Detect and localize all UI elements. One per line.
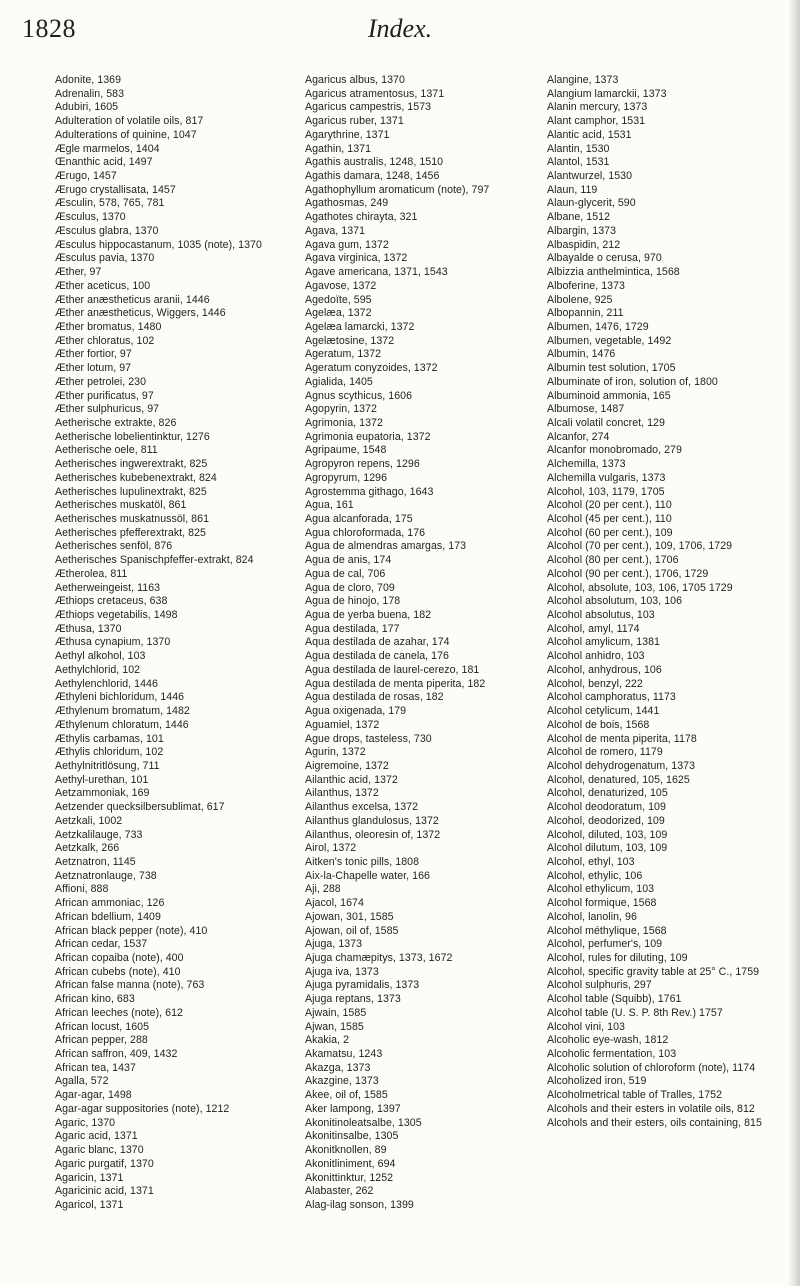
index-entry: Agua de cloro, 709 [305,581,395,594]
index-entry: Albumin, 1476 [547,348,616,361]
index-entry: Albolene, 925 [547,293,613,306]
index-entry: Agrostemma githago, 1643 [305,485,434,498]
index-entry: Alcohol, anhydrous, 106 [547,663,662,676]
index-entry: African locust, 1605 [55,1020,150,1033]
index-entry: Agua destilada de rosas, 182 [305,691,444,704]
index-entry: Alcohol, 103, 1179, 1705 [547,485,665,498]
index-entry: Albargin, 1373 [547,224,617,237]
index-entry: Ajwan, 1585 [305,1020,364,1033]
index-entry: Alangine, 1373 [547,74,619,86]
index-entry: Aetherisches Spanischpfeffer-extrakt, 824 [55,554,254,567]
index-entry: Alcohol amylicum, 1381 [547,636,660,649]
index-entry: Alcohol (20 per cent.), 110 [547,499,672,512]
index-entry: Ailanthus, 1372 [305,787,379,800]
index-entry: Ajuga iva, 1373 [305,965,379,978]
index-entry: Alabaster, 262 [305,1185,374,1198]
index-entry: Albizzia anthelmintica, 1568 [547,266,680,279]
index-entry: Alcohol sulphuris, 297 [547,979,652,992]
index-entry: Agava, 1371 [305,224,366,237]
index-entry: Agava gum, 1372 [305,238,389,251]
index-entry: Agaric acid, 1371 [55,1130,138,1143]
index-entry: Agathis australis, 1248, 1510 [305,156,444,169]
index-entry: Alchemilla vulgaris, 1373 [547,471,666,484]
index-entry: Alcoholic fermentation, 103 [547,1048,677,1061]
index-entry: Alcanfor monobromado, 279 [547,444,682,457]
index-column-1 [55,74,283,1213]
index-entry: Æthusa cynapium, 1370 [55,636,171,649]
index-entry: African leeches (note), 612 [55,1006,183,1019]
index-entry: Aethyl alkohol, 103 [55,650,146,663]
index-entry: Æthusa, 1370 [55,622,122,635]
index-entry: Alcohol absolutum, 103, 106 [547,595,683,608]
index-entry: Alaun-glycerit, 590 [547,197,636,210]
index-entry: Aetherisches pfefferextrakt, 825 [55,526,206,539]
index-column-2 [305,74,533,1213]
index-entry: Affioni, 888 [55,883,109,896]
index-entry: Adonite, 1369 [55,74,122,86]
index-entry: Æther lotum, 97 [55,362,132,375]
index-entry: Æther anæstheticus aranii, 1446 [55,293,210,306]
index-entry: Albane, 1512 [547,211,611,224]
index-entry: Agua destilada de canela, 176 [305,650,449,663]
index-entry: Agripaume, 1548 [305,444,387,457]
index-entry: Alcali volatil concret, 129 [547,416,665,429]
index-entry: Aetherische lobelientinktur, 1276 [55,430,210,443]
index-entry: Aetherisches kubebenextrakt, 824 [55,471,217,484]
index-entry: Agaricus atramentosus, 1371 [305,87,445,100]
index-entry: Alcohol ethylicum, 103 [547,883,655,896]
page-header [0,0,800,60]
index-column-3 [547,74,782,1130]
index-entry: Agua oxigenada, 179 [305,705,407,718]
index-entry: Aetzkali, 1002 [55,814,123,827]
index-entry: Agaricin, 1371 [55,1171,124,1184]
index-entry: Alcohol camphoratus, 1173 [547,691,676,704]
index-entry: Alcohol, diluted, 103, 109 [547,828,668,841]
index-entry: African pepper, 288 [55,1034,148,1047]
index-entry: African ammoniac, 126 [55,897,165,910]
index-entry: Ailanthus excelsa, 1372 [305,801,419,814]
index-entry: Agathotes chirayta, 321 [305,211,418,224]
index-entry: Aethyl-urethan, 101 [55,773,149,786]
index-entry: Aji, 288 [305,883,341,896]
index-entry: African saffron, 409, 1432 [55,1048,178,1061]
index-entry: Alcohol anhidro, 103 [547,650,645,663]
index-entry: Akazgine, 1373 [305,1075,379,1088]
index-entry: Aker lampong, 1397 [305,1102,401,1115]
index-entry: Albumen, 1476, 1729 [547,320,649,333]
index-entry: Adubiri, 1605 [55,101,119,114]
index-entry: African tea, 1437 [55,1061,136,1074]
index-entry: Agaricol, 1371 [55,1198,124,1211]
index-entry: Agarythrine, 1371 [305,128,390,141]
index-entry: Albumin test solution, 1705 [547,362,676,375]
index-entry: Ægle marmelos, 1404 [55,142,160,155]
index-entry: Alcohol cetylicum, 1441 [547,705,660,718]
index-entry: Aetherisches muskatnussöl, 861 [55,513,210,525]
index-entry: Æther bromatus, 1480 [55,320,162,333]
index-entry: Agaric blanc, 1370 [55,1144,144,1157]
index-entry: Æther aceticus, 100 [55,279,151,292]
index-entry: Aetherweingeist, 1163 [55,581,161,594]
index-entry: Alcoholized iron, 519 [547,1075,647,1088]
index-entry: Agua de yerba buena, 182 [305,609,432,622]
index-entry: Æthylis chloridum, 102 [55,746,164,759]
index-entry: Alcohol de menta piperita, 1178 [547,732,697,745]
index-entry: Airol, 1372 [305,842,357,855]
index-entry: Æsculus, 1370 [55,211,126,224]
index-entry: Akonitliniment, 694 [305,1157,396,1170]
index-entry: Akakia, 2 [305,1034,350,1047]
index-entry: Agua, 161 [305,499,354,512]
index-entry: Alcohol, ethylic, 106 [547,869,643,882]
index-entry: Alcanfor, 274 [547,430,610,443]
index-entry: Æthylenum bromatum, 1482 [55,705,190,718]
index-entry: African black pepper (note), 410 [55,924,208,937]
index-entry: Æther anæstheticus, Wiggers, 1446 [55,307,226,320]
index-entry: Agathis damara, 1248, 1456 [305,170,440,183]
index-entry: Alcohol (60 per cent.), 109 [547,526,673,539]
index-entry: Æther chloratus, 102 [55,334,155,347]
index-entry: Alcohol, denaturized, 105 [547,787,668,800]
index-entry: Æsculin, 578, 765, 781 [55,197,165,210]
index-entry: Alcohol (90 per cent.), 1706, 1729 [547,567,709,580]
index-entry: Æthylenum chloratum, 1446 [55,718,189,731]
index-entry: Ajwain, 1585 [305,1006,367,1019]
index-entry: Aetzkalilauge, 733 [55,828,143,841]
index-entry: Alcohol, ethyl, 103 [547,855,635,868]
index-entry: Æthyleni bichloridum, 1446 [55,691,185,704]
index-entry: Agaric purgatif, 1370 [55,1157,154,1170]
index-entry: Agrimonia eupatoria, 1372 [305,430,431,443]
index-entry: Æther petrolei, 230 [55,375,147,388]
index-entry: Æther purificatus, 97 [55,389,154,402]
index-entry: African cedar, 1537 [55,938,148,951]
index-entry: Alantol, 1531 [547,156,610,169]
index-entry: Alchemilla, 1373 [547,458,626,471]
index-entry: Agave americana, 1371, 1543 [305,266,448,279]
index-entry: Aetherisches ingwerextrakt, 825 [55,458,208,471]
index-entry: Aethylnitritlösung, 711 [55,759,160,772]
index-entry: Æthiops vegetabilis, 1498 [55,609,178,622]
index-entry: Alcohol méthylique, 1568 [547,924,667,937]
index-entry: Albaspidin, 212 [547,238,621,251]
index-entry: Alanin mercury, 1373 [547,101,648,114]
index-entry: Aetherische oele, 811 [55,444,158,457]
index-entry: Æther sulphuricus, 97 [55,403,160,416]
index-entry: Agua de cal, 706 [305,567,386,580]
index-entry: Agurin, 1372 [305,746,366,759]
index-entry: Ærugo, 1457 [55,170,117,183]
index-entry: Agavose, 1372 [305,279,377,292]
index-entry: Alcohol, absolute, 103, 106, 1705 1729 [547,581,733,594]
index-entry: Aitken's tonic pills, 1808 [305,855,420,868]
index-entry: Akamatsu, 1243 [305,1048,383,1061]
index-entry: Alcoholic solution of chloroform (note), 1174 [547,1061,756,1074]
index-entry: Agaricinic acid, 1371 [55,1185,154,1198]
index-entry: Agua destilada, 177 [305,622,400,635]
index-entry: Agaricus albus, 1370 [305,74,405,86]
index-entry: Aetherisches lupulinextrakt, 825 [55,485,207,498]
index-entry: Akonittinktur, 1252 [305,1171,394,1184]
index-entry: Alcohol, deodorized, 109 [547,814,665,827]
index-entry: Alcoholic eye-wash, 1812 [547,1034,669,1047]
index-entry: Adrenalin, 583 [55,87,125,100]
index-entry: African kino, 683 [55,993,135,1006]
index-entry: Aetzkalk, 266 [55,842,120,855]
index-entry: Agelæa lamarcki, 1372 [305,320,415,333]
index-entry: Alcohol de romero, 1179 [547,746,663,759]
index-entry: Agropyron repens, 1296 [305,458,420,471]
index-entry: Alangium lamarckii, 1373 [547,87,667,100]
index-entry: Alantic acid, 1531 [547,128,632,141]
index-entry: Alcohol (80 per cent.), 1706 [547,554,679,567]
index-entry: African copaiba (note), 400 [55,952,184,964]
index-entry: Æsculus pavia, 1370 [55,252,155,265]
index-entry: Agua de hinojo, 178 [305,595,401,608]
index-entry: Aetzender quecksilbersublimat, 617 [55,801,225,814]
index-entry: Agua de anis, 174 [305,554,392,567]
index-entry: Alcohol, specific gravity table at 25° C., 1759 [547,965,760,978]
index-entry: Alcohol (70 per cent.), 109, 1706, 1729 [547,540,733,553]
index-entry: Aetherisches senföl, 876 [55,540,173,553]
index-entry: Agua de almendras amargas, 173 [305,540,467,553]
index-entry: Alcoholmetrical table of Tralles, 1752 [547,1089,723,1102]
index-entry: Alcohol, benzyl, 222 [547,677,643,690]
page-edge-shadow [788,0,800,1286]
index-entry: Ærugo crystallisata, 1457 [55,183,176,196]
index-entry: Agua chloroformada, 176 [305,526,426,539]
index-entry: Agropyrum, 1296 [305,471,388,484]
index-entry: Albumen, vegetable, 1492 [547,334,672,347]
index-entry: Alcohols and their esters in volatile oils, 812 [547,1102,755,1115]
index-entry: Alcohol dehydrogenatum, 1373 [547,759,696,772]
index-entry: Akonitknollen, 89 [305,1144,387,1157]
index-entry: Agua alcanforada, 175 [305,513,413,525]
index-entry: Albuminate of iron, solution of, 1800 [547,375,718,388]
index-entry: Alcohol, denatured, 105, 1625 [547,773,690,786]
index-entry: African cubebs (note), 410 [55,965,181,978]
index-entry: Akazga, 1373 [305,1061,371,1074]
index-entry: Aethylenchlorid, 1446 [55,677,158,690]
index-entry: Agar-agar suppositories (note), 1212 [55,1102,230,1115]
index-entry: Alcohol vini, 103 [547,1020,625,1033]
index-entry: Æther fortior, 97 [55,348,132,361]
index-entry: Agalla, 572 [55,1075,109,1088]
index-entry: Agelæa, 1372 [305,307,372,320]
index-entry: Alcohol, amyl, 1174 [547,622,640,635]
page-title: Index. [367,14,433,43]
index-entry: African false manna (note), 763 [55,979,205,992]
index-entry: Alcohol, lanolin, 96 [547,910,637,923]
index-entry: Alag-ilag sonson, 1399 [305,1198,414,1211]
index-entry: Agialida, 1405 [305,375,373,388]
index-entry: Adulterations of quinine, 1047 [55,128,197,141]
index-entry: Æsculus glabra, 1370 [55,224,159,237]
index-entry: Aqua destilada de azahar, 174 [305,636,450,649]
index-entry: Alant camphor, 1531 [547,115,646,128]
index-entry: Ague drops, tasteless, 730 [305,732,432,745]
index-entry: Ajuga chamæpitys, 1373, 1672 [305,952,453,964]
index-entry: Alcohol, rules for diluting, 109 [547,952,688,964]
index-entry: Alcohols and their esters, oils containing, 815 [547,1116,762,1129]
index-entry: Alcohol table (Squibb), 1761 [547,993,682,1006]
index-entry: Adulteration of volatile oils, 817 [55,115,204,128]
index-entry: Albumose, 1487 [547,403,625,416]
index-entry: Agaricus campestris, 1573 [305,101,432,114]
index-entry: Ageratum conyzoides, 1372 [305,362,438,375]
index-entry: Alboferine, 1373 [547,279,625,292]
index-entry: Ajuga pyramidalis, 1373 [305,979,420,992]
index-entry: Agathophyllum aromaticum (note), 797 [305,183,490,196]
index-entry: African bdellium, 1409 [55,910,161,923]
index-entry: Agedoïte, 595 [305,293,372,306]
index-entry: Agopyrin, 1372 [305,403,377,416]
index-entry: Agaric, 1370 [55,1116,116,1129]
index-entry: Alantwurzel, 1530 [547,170,633,183]
index-entry: Agnus scythicus, 1606 [305,389,413,402]
index-entry: Agar-agar, 1498 [55,1089,132,1102]
index-entry: Aethylchlorid, 102 [55,663,141,676]
index-entry: Alcohol (45 per cent.), 110 [547,513,672,525]
index-entry: Alcohol absolutus, 103 [547,609,655,622]
index-entry: Aetherische extrakte, 826 [55,416,177,429]
index-entry: Æsculus hippocastanum, 1035 (note), 1370 [55,238,262,251]
index-entry: Ajuga reptans, 1373 [305,993,401,1006]
index-entry: Agelætosine, 1372 [305,334,395,347]
index-entry: Alantin, 1530 [547,142,610,155]
index-entry: Alcohol dilutum, 103, 109 [547,842,668,855]
index-entry: Albayalde o cerusa, 970 [547,252,662,265]
index-entry: Akonitinoleatsalbe, 1305 [305,1116,422,1129]
index-entry: Alcohol deodoratum, 109 [547,801,666,814]
index-entry: Ajuga, 1373 [305,938,363,951]
index-entry: Ailanthic acid, 1372 [305,773,398,786]
index-entry: Ajowan, 301, 1585 [305,910,394,923]
index-entry: Albuminoid ammonia, 165 [547,389,671,402]
index-entry: Agathosmas, 249 [305,197,389,210]
index-entry: Alcohol de bois, 1568 [547,718,650,731]
index-entry: Akee, oil of, 1585 [305,1089,388,1102]
index-entry: Akonitinsalbe, 1305 [305,1130,399,1143]
index-entry: Ailanthus glandulosus, 1372 [305,814,439,827]
index-entry: Ajacol, 1674 [305,897,364,910]
index-entry: Agaricus ruber, 1371 [305,115,404,128]
index-entry: Ætherolea, 811 [55,567,128,580]
index-entry: Ajowan, oil of, 1585 [305,924,399,937]
index-entry: Aetznatron, 1145 [55,855,136,868]
index-entry: Aix-la-Chapelle water, 166 [305,869,430,882]
index-entry: Æther, 97 [55,266,102,279]
index-entry: Alcohol, perfumer's, 109 [547,938,663,951]
index-entry: Agua destilada de laurel-cerezo, 181 [305,663,480,676]
index-entry: Alaun, 119 [547,183,598,196]
index-entry: Ailanthus, oleoresin of, 1372 [305,828,441,841]
index-entry: Aetznatronlauge, 738 [55,869,157,882]
page-number: 1828 [22,14,76,43]
index-entry: Ageratum, 1372 [305,348,382,361]
index-entry: Agua destilada de menta piperita, 182 [305,677,486,690]
index-entry: Aetherisches muskatöl, 861 [55,499,187,512]
index-entry: Aetzammoniak, 169 [55,787,150,800]
index-entry: Aigremoine, 1372 [305,759,389,772]
index-entry: Æthylis carbamas, 101 [55,732,164,745]
index-entry: Alcohol formique, 1568 [547,897,657,910]
index-entry: Aguamiel, 1372 [305,718,380,731]
index-entry: Albopannin, 211 [547,307,624,320]
index-entry: Agathin, 1371 [305,142,372,155]
index-entry: Œnanthic acid, 1497 [55,156,153,169]
index-entry: Alcohol table (U. S. P. 8th Rev.) 1757 [547,1006,723,1019]
index-entry: Agrimonia, 1372 [305,416,383,429]
index-entry: Agava virginica, 1372 [305,252,408,265]
index-entry: Æthiops cretaceus, 638 [55,595,168,608]
